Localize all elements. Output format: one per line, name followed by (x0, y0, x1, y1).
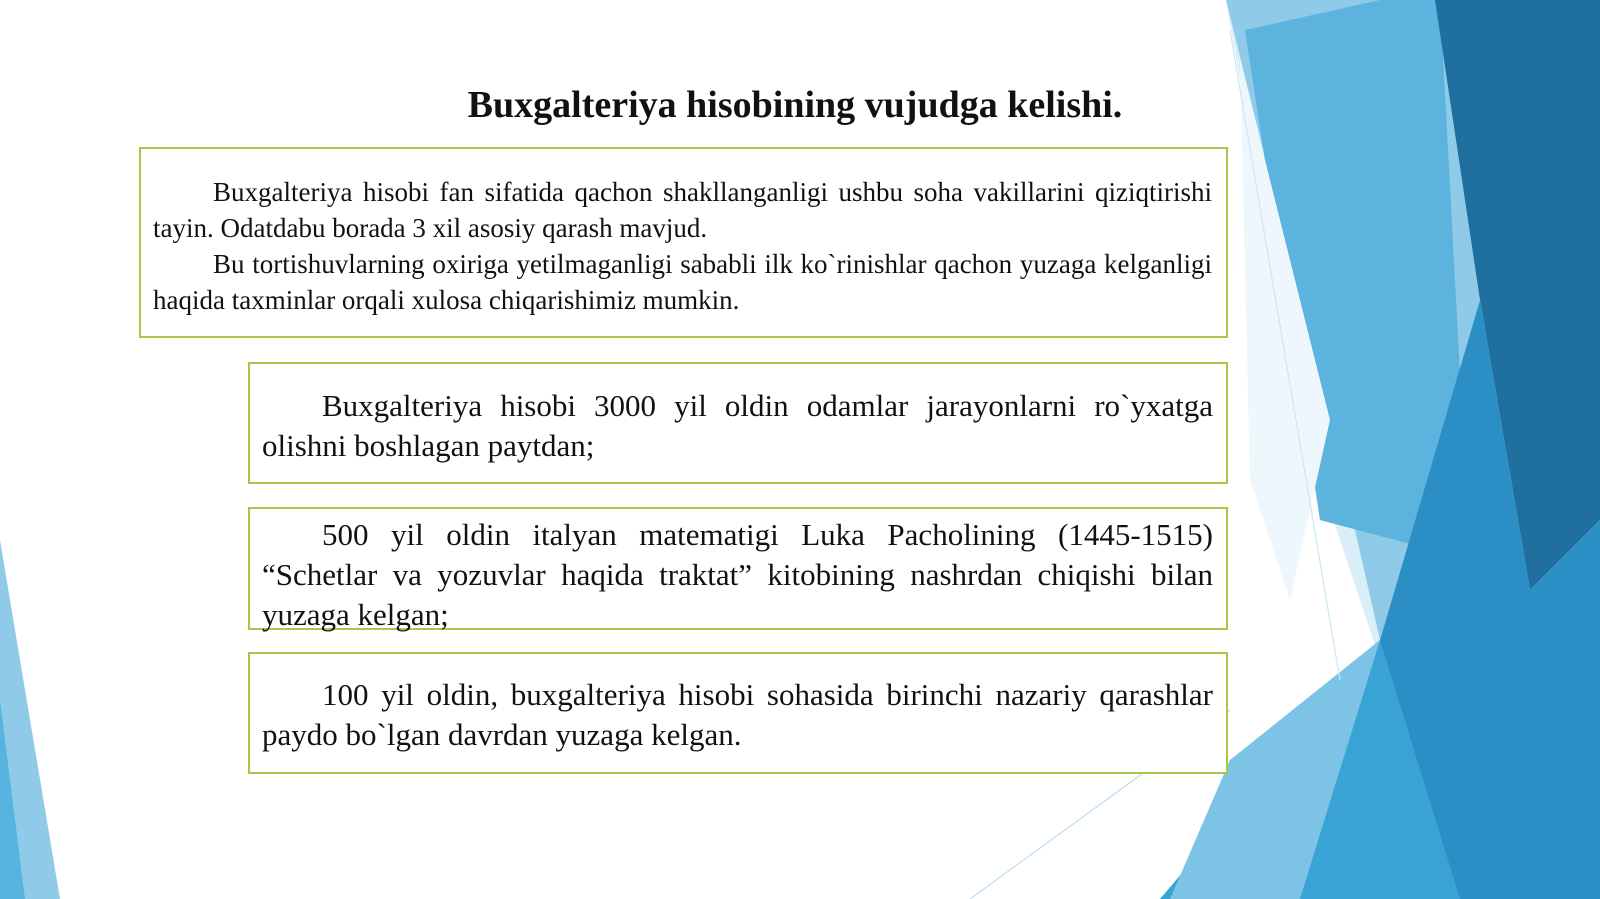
intro-paragraph: Bu tortishuvlarning oxiriga yetilmaganligi sababli ilk ko`rinishlar qachon yuzaga kelganligi haqida taxminlar orqali xulosa chiqarishimiz mumkin. (153, 249, 1212, 315)
intro-paragraph: Buxgalteriya hisobi fan sifatida qachon shakllanganligi ushbu soha vakillarini qiziqtirishi tayin. Odatdabu borada 3 xil asosiy qarash mavjud. (153, 177, 1212, 243)
view-text: 500 yil oldin italyan matematigi Luka Pacholining (1445-1515) “Schetlar va yozuvlar haqida traktat” kitobining nashrdan chiqishi bilan yuzaga kelgan; (262, 517, 1213, 632)
view-text: 100 yil oldin, buxgalteriya hisobi sohasida birinchi nazariy qarashlar paydo bo`lgan davrdan yuzaga kelgan. (262, 677, 1213, 752)
intro-box (139, 147, 1228, 338)
view-box (248, 652, 1228, 774)
view-box (248, 507, 1228, 630)
slide-title: Buxgalteriya hisobining vujudga kelishi. (467, 84, 1123, 126)
view-box (248, 362, 1228, 484)
view-text: Buxgalteriya hisobi 3000 yil oldin odamlar jarayonlarni ro`yxatga olishni boshlagan paytdan; (262, 388, 1213, 463)
